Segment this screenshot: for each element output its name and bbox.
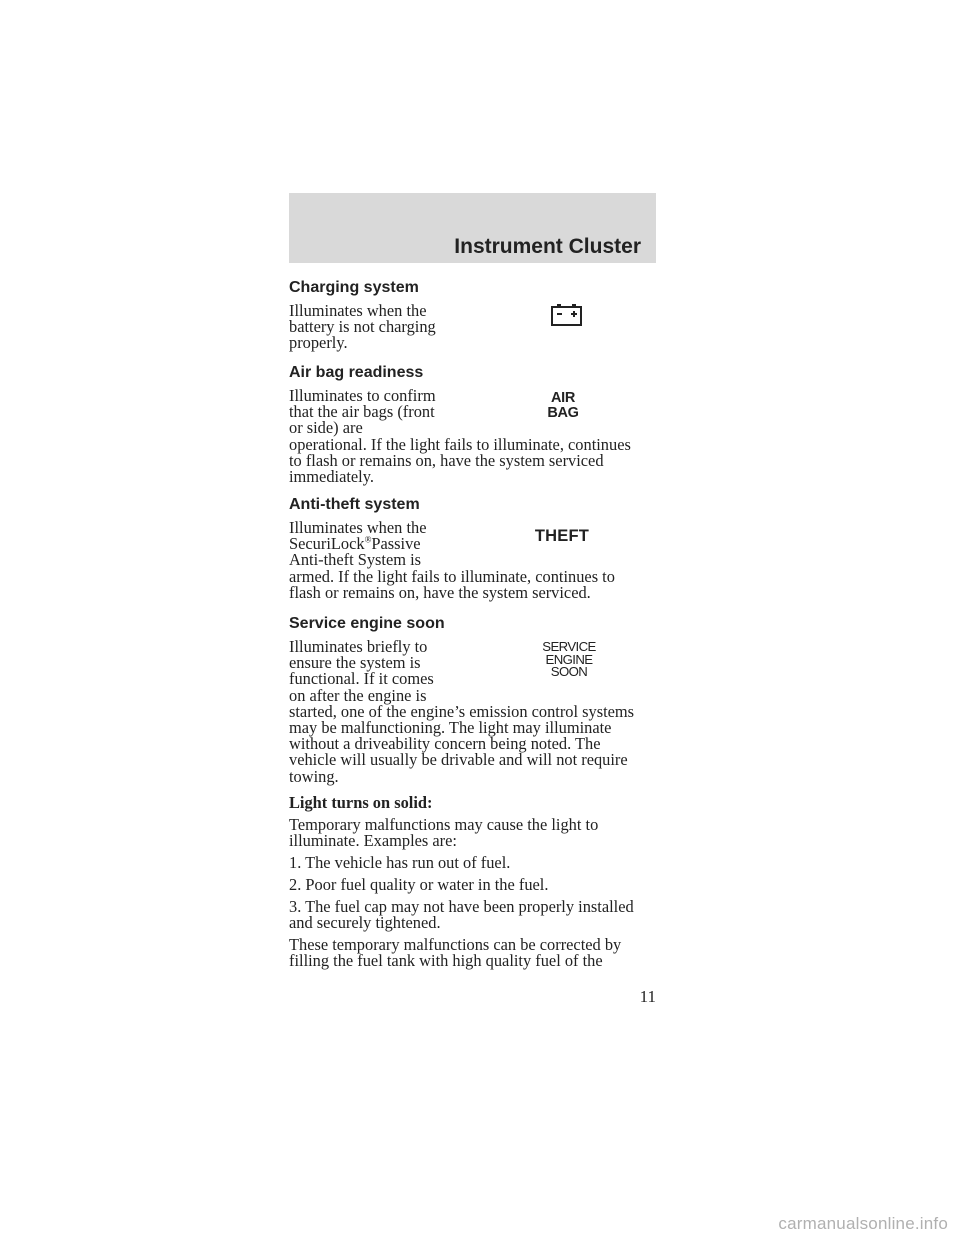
list-item: 2. Poor fuel quality or water in the fuel. <box>289 875 549 894</box>
watermark: carmanualsonline.info <box>778 1214 948 1233</box>
text-line: started, one of the engine’s emission control systems <box>289 701 635 721</box>
service-icon-line: SOON <box>550 664 588 680</box>
service-icon-line: SERVICE <box>542 639 596 654</box>
text-line: or side) are <box>289 418 363 438</box>
charging-system-heading: Charging system <box>289 279 419 296</box>
text-line: illuminate. Examples are: <box>289 831 457 851</box>
text-line: properly. <box>289 333 348 353</box>
service-engine-heading: Service engine soon <box>289 615 445 632</box>
list-item: 1. The vehicle has run out of fuel. <box>289 853 511 872</box>
text-line: without a driveability concern being noted. The <box>289 734 601 754</box>
text-line: immediately. <box>289 466 374 486</box>
text-line: Anti-theft System is <box>289 550 422 570</box>
securilock-after: Passive <box>371 534 421 554</box>
theft-icon: THEFT <box>534 527 590 545</box>
airbag-icon-line: AIR <box>550 390 576 406</box>
text-line: battery is not charging <box>289 317 436 337</box>
text-line: 3. The fuel cap may not have been properly installed <box>289 897 634 916</box>
text-line: on after the engine is <box>289 685 427 705</box>
airbag-icon-line: BAG <box>547 405 579 421</box>
airbag-icon <box>543 391 583 421</box>
anti-theft-heading: Anti-theft system <box>289 496 420 513</box>
page-number: 11 <box>639 987 656 1006</box>
text-line: These temporary malfunctions can be corrected by <box>289 935 622 954</box>
charging-system-text <box>289 303 436 352</box>
battery-icon <box>551 304 582 326</box>
registered-mark: ® <box>364 534 372 545</box>
text-line: Temporary malfunctions may cause the light to <box>289 815 599 834</box>
text-line: flash or remains on, have the system serviced. <box>289 582 591 602</box>
page-header <box>289 193 656 263</box>
text-line: functional. If it comes <box>289 669 434 689</box>
text-line: towing. <box>289 766 339 786</box>
air-bag-heading: Air bag readiness <box>289 364 424 381</box>
text-line: vehicle will usually be drivable and will not require <box>289 750 628 770</box>
list-item <box>289 899 634 931</box>
text-line: filling the fuel tank with high quality fuel of the <box>289 951 603 971</box>
light-solid-heading: Light turns on solid: <box>289 793 433 812</box>
text-line: Illuminates when the <box>289 518 427 537</box>
text-line: Illuminates when the <box>289 301 427 320</box>
text-line: Illuminates briefly to <box>289 637 428 656</box>
text-line: ensure the system is <box>289 653 421 673</box>
text-line: Illuminates to confirm <box>289 386 436 405</box>
text-line: to flash or remains on, have the system serviced <box>289 450 604 470</box>
text-line: operational. If the light fails to illuminate, continues <box>289 434 631 454</box>
securilock-word: SecuriLock <box>289 534 365 554</box>
text-line: armed. If the light fails to illuminate, continues to <box>289 566 615 586</box>
text-line: may be malfunctioning. The light may illuminate <box>289 717 612 737</box>
text-line: that the air bags (front <box>289 402 435 422</box>
header-title: Instrument Cluster <box>454 235 641 258</box>
light-solid-outro <box>289 937 621 969</box>
text-line: and securely tightened. <box>289 913 441 933</box>
service-engine-soon-icon <box>534 641 604 679</box>
service-icon-line: ENGINE <box>545 651 593 667</box>
light-solid-intro <box>289 817 598 849</box>
